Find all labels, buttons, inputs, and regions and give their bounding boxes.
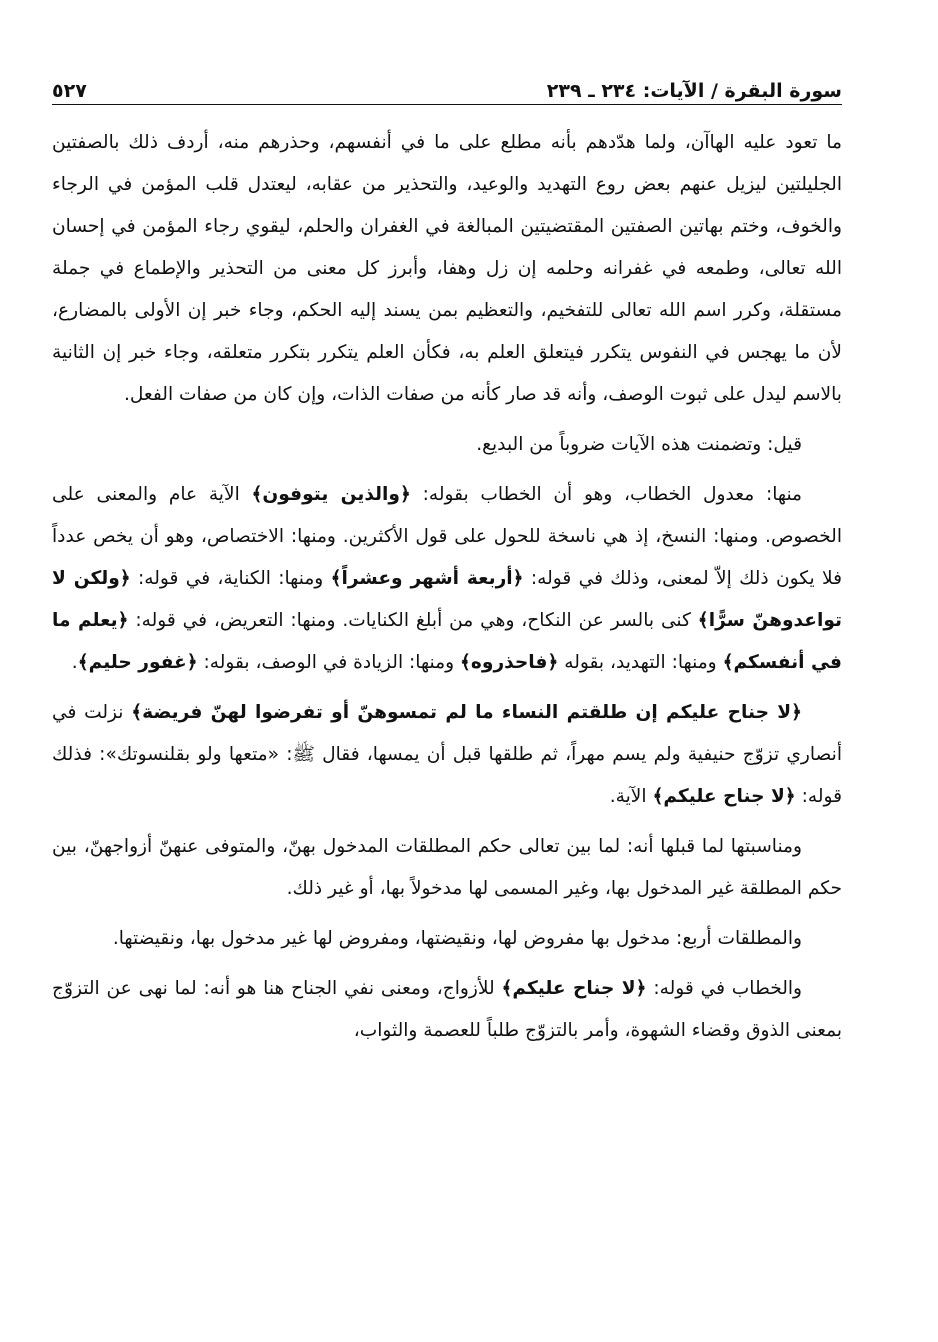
page-body xyxy=(52,122,842,1052)
paragraph-2: قيل: وتضمنت هذه الآيات ضروباً من البديع. xyxy=(476,434,802,455)
quran-quote: ﴿لا جناح عليكم﴾ xyxy=(501,978,647,999)
text-run: ومنها: الزيادة في الوصف، بقوله: xyxy=(197,652,461,673)
paragraph-5: ومناسبتها لما قبلها أنه: لما بين تعالى حكم المطلقات المدخول بهنّ، والمتوفى عنهنّ أزواجهنّ، بين حكم المطلقة غير المدخول بها، وغير المسمى لها مدخولاً بها، أو غير ذلك. xyxy=(52,836,842,899)
quran-quote: ﴿غفور حليم﴾ xyxy=(77,652,198,673)
quran-quote: ﴿أربعة أشهر وعشراً﴾ xyxy=(330,568,524,589)
running-title: سورة البقرة / الآيات: ٢٣٤ ـ ٢٣٩ xyxy=(546,80,842,102)
paragraph-4 xyxy=(52,692,842,818)
text-run: والخطاب في قوله: xyxy=(646,978,803,999)
quran-quote: ﴿ولكن لا تواعدوهنّ سرًّا﴾ xyxy=(52,568,842,631)
text-run: . xyxy=(71,652,78,673)
paragraph-1: ما تعود عليه الهاآن، ولما هدّدهم بأنه مطلع على ما في أنفسهم، وحذرهم منه، أردف ذلك بالصفتين الجليلتين ليزيل عنهم بعض روع التهديد والوعيد، والتحذير من عقابه، ليعتدل قلب المؤمن في الرجاء والخوف، وختم بهاتين الصفتين المقتضيتين المبالغة في الغفران والحلم، ليقوي رجاء المؤمن في إحسان الله تعالى، وطمعه في غفرانه وحلمه إن زل وهفا، وأبرز كل معنى من التحذير والإطماع في جملة مستقلة، وكرر اسم الله تعالى للتفخيم، والتعظيم بمن يسند إليه الحكم، وجاء خبر إن الأولى بالمضارع، لأن ما يهجس في النفوس يتكرر فيتعلق العلم به، فكأن العلم يتكرر بتكرر متعلقه، وجاء خبر إن الثانية بالاسم ليدل على ثبوت الوصف، وأنه قد صار كأنه من صفات الذات، وإن كان من صفات الفعل. xyxy=(52,132,842,405)
quran-quote: ﴿لا جناح عليكم﴾ xyxy=(652,786,796,807)
text-run: ومنها: التهديد، بقوله xyxy=(558,652,723,673)
text-run: نزلت في أنصاري تزوّج حنيفية ولم يسم مهراً، ثم طلقها قبل أن يمسها، فقال ﷺ: «متعها ولو بقلنسوتك»: فذلك قوله: xyxy=(52,702,842,807)
page-header xyxy=(52,64,842,105)
quran-quote: ﴿والذين يتوفون﴾ xyxy=(251,484,411,505)
text-run: ومنها: الكناية، في قوله: xyxy=(130,568,331,589)
text-run: الآية عام والمعنى على الخصوص. ومنها: النسخ، إذ هي ناسخة للحول على قول الأكثرين. ومنها: الاختصاص، وهو أن يخص عدداً فلا يكون ذلك إلاّ لمعنى، وذلك في قوله: xyxy=(52,484,842,589)
quran-quote: ﴿فاحذروه﴾ xyxy=(460,652,559,673)
text-run: منها: معدول الخطاب، وهو أن الخطاب بقوله: xyxy=(410,484,803,505)
text-run: الآية. xyxy=(609,786,653,807)
page-number: ٥٢٧ xyxy=(52,80,87,102)
paragraph-7 xyxy=(52,968,842,1052)
paragraph-3 xyxy=(52,474,842,684)
quran-quote: ﴿لا جناح عليكم إن طلقتم النساء ما لم تمسوهنّ أو تفرضوا لهنّ فريضة﴾ xyxy=(131,702,802,723)
text-run: للأزواج، ومعنى نفي الجناح هنا هو أنه: لما نهى عن التزوّج بمعنى الذوق وقضاء الشهوة، وأمر بالتزوّج طلباً للعصمة والثواب، xyxy=(52,978,842,1041)
paragraph-6: والمطلقات أربع: مدخول بها مفروض لها، ونقيضتها، ومفروض لها غير مدخول بها، ونقيضتها. xyxy=(112,928,802,949)
text-run: كنى بالسر عن النكاح، وهي من أبلغ الكنايات. ومنها: التعريض، في قوله: xyxy=(128,610,698,631)
quran-quote: ﴿يعلم ما في أنفسكم﴾ xyxy=(52,610,842,673)
